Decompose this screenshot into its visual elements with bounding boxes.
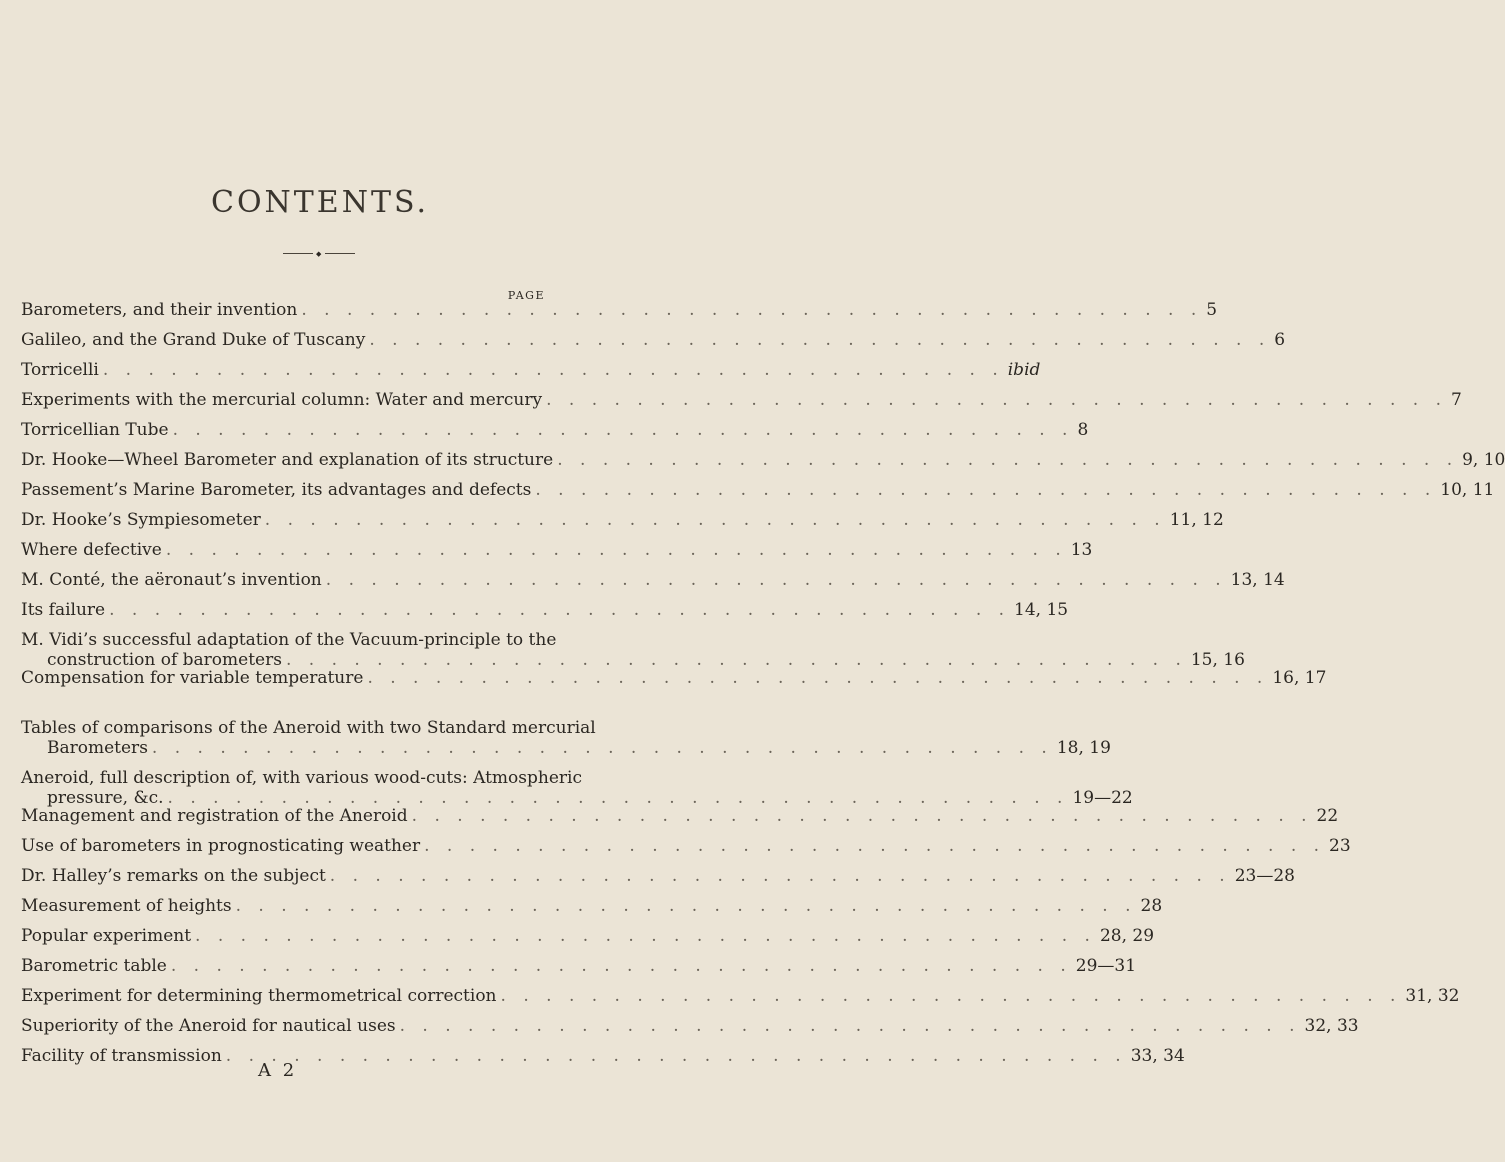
entry-page-number: ibid	[1007, 360, 1041, 380]
contents-entry	[21, 360, 1041, 380]
entry-title: Measurement of heights	[21, 896, 232, 916]
entry-page-number: 15, 16	[1190, 650, 1245, 670]
entry-page-number: 9, 10	[1462, 450, 1505, 470]
entry-title: Torricellian Tube	[21, 420, 169, 440]
diamond-icon: ◆	[316, 250, 322, 258]
entry-title: Compensation for variable temperature	[21, 668, 364, 688]
entry-page-number: 8	[1077, 420, 1089, 440]
contents-entry	[21, 768, 1133, 808]
dot-leader: . . . . . . . . . . . . . . . . . . . . . . . . . . . . . . . . . . . . . . . .	[167, 788, 1069, 808]
entry-page-number: 11, 12	[1169, 510, 1224, 530]
dot-leader: . . . . . . . . . . . . . . . . . . . . . . . . . . . . . . . . . . . . . . . .	[546, 390, 1448, 410]
entry-title-line-2: pressure, &c.	[47, 788, 164, 808]
contents-entry	[21, 836, 1351, 856]
contents-entry	[21, 956, 1137, 976]
entry-page-number: 29—31	[1075, 956, 1137, 976]
entry-page-number: 13, 14	[1230, 570, 1285, 590]
dot-leader: . . . . . . . . . . . . . . . . . . . . . . . . . . . . . . . . . . . . . . . .	[301, 300, 1203, 320]
contents-entry	[21, 718, 1111, 758]
entry-title: Dr. Hooke—Wheel Barometer and explanation of its structure	[21, 450, 554, 470]
entry-page-number: 31, 32	[1405, 986, 1460, 1006]
dot-leader: . . . . . . . . . . . . . . . . . . . . . . . . . . . . . . . . . . . . . . . .	[500, 986, 1402, 1006]
contents-entry	[21, 480, 1495, 500]
dot-leader: . . . . . . . . . . . . . . . . . . . . . . . . . . . . . . . . . . . . . . . .	[195, 926, 1096, 946]
dot-leader: . . . . . . . . . . . . . . . . . . . . . . . . . . . . . . . . . . . . . . . .	[424, 836, 1326, 856]
page-column-heading: PAGE	[507, 289, 545, 302]
entry-title-line-1: M. Vidi’s successful adaptation of the Vacuum-principle to the	[21, 630, 557, 650]
entry-page-number: 19—22	[1072, 788, 1133, 808]
dot-leader: . . . . . . . . . . . . . . . . . . . . . . . . . . . . . . . . . . . . . . . .	[411, 806, 1313, 826]
dot-leader: . . . . . . . . . . . . . . . . . . . . . . . . . . . . . . . . . . . . . . . .	[329, 866, 1231, 886]
signature-mark: A 2	[258, 1060, 298, 1081]
entry-title: Popular experiment	[21, 926, 192, 946]
entry-page-number: 23	[1329, 836, 1351, 856]
entry-title-line-1: Tables of comparisons of the Aneroid with two Standard mercurial	[21, 718, 596, 738]
contents-entry	[21, 300, 1218, 320]
rule-line-right	[325, 253, 355, 254]
contents-entry	[21, 540, 1093, 560]
contents-entry	[21, 668, 1327, 688]
dot-leader: . . . . . . . . . . . . . . . . . . . . . . . . . . . . . . . . . . . . . . . .	[172, 420, 1074, 440]
dot-leader: . . . . . . . . . . . . . . . . . . . . . . . . . . . . . . . . . . . . . . . .	[151, 738, 1053, 758]
dot-leader: . . . . . . . . . . . . . . . . . . . . . . . . . . . . . . . . . . . . . . . .	[170, 956, 1072, 976]
contents-entry	[21, 510, 1224, 530]
entry-title: Experiment for determining thermometrical correction	[21, 986, 497, 1006]
dot-leader: . . . . . . . . . . . . . . . . . . . . . . . . . . . . . . . . . . . . . . . .	[557, 450, 1459, 470]
contents-entry	[21, 600, 1069, 620]
entry-page-number: 18, 19	[1056, 738, 1111, 758]
page-title: CONTENTS.	[211, 185, 429, 220]
dot-leader: . . . . . . . . . . . . . . . . . . . . . . . . . . . . . . . . . . . . . . . .	[264, 510, 1166, 530]
dot-leader: . . . . . . . . . . . . . . . . . . . . . . . . . . . . . . . . . . . . . . . .	[535, 480, 1437, 500]
entry-title: Facility of transmission	[21, 1046, 222, 1066]
entry-page-number: 32, 33	[1304, 1016, 1359, 1036]
dot-leader: . . . . . . . . . . . . . . . . . . . . . . . . . . . . . . . . . . . . . . . .	[102, 360, 1004, 380]
dot-leader: . . . . . . . . . . . . . . . . . . . . . . . . . . . . . . . . . . . . . . . .	[285, 650, 1187, 670]
entry-title: Use of barometers in prognosticating weather	[21, 836, 421, 856]
contents-entry	[21, 896, 1163, 916]
entry-page-number: 16, 17	[1272, 668, 1327, 688]
dot-leader: . . . . . . . . . . . . . . . . . . . . . . . . . . . . . . . . . . . . . . . .	[325, 570, 1227, 590]
dot-leader: . . . . . . . . . . . . . . . . . . . . . . . . . . . . . . . . . . . . . . . .	[367, 668, 1269, 688]
entry-page-number: 33, 34	[1130, 1046, 1185, 1066]
contents-entry	[21, 926, 1155, 946]
entry-title: Dr. Hooke’s Sympiesometer	[21, 510, 261, 530]
dot-leader: . . . . . . . . . . . . . . . . . . . . . . . . . . . . . . . . . . . . . . . .	[109, 600, 1011, 620]
contents-entry	[21, 1016, 1359, 1036]
entry-page-number: 22	[1316, 806, 1339, 826]
ornamental-rule	[283, 250, 355, 258]
contents-entry	[21, 806, 1339, 826]
contents-entry	[21, 866, 1295, 886]
entry-page-number: 13	[1070, 540, 1093, 560]
dot-leader: . . . . . . . . . . . . . . . . . . . . . . . . . . . . . . . . . . . . . . . .	[235, 896, 1137, 916]
entry-page-number: 7	[1451, 390, 1462, 410]
entry-title: Passement’s Marine Barometer, its advantages and defects	[21, 480, 532, 500]
entry-page-number: 14, 15	[1014, 600, 1069, 620]
dot-leader: . . . . . . . . . . . . . . . . . . . . . . . . . . . . . . . . . . . . . . . .	[165, 540, 1067, 560]
entry-title: Barometers, and their invention	[21, 300, 298, 320]
dot-leader: . . . . . . . . . . . . . . . . . . . . . . . . . . . . . . . . . . . . . . . .	[399, 1016, 1301, 1036]
entry-page-number: 28, 29	[1099, 926, 1155, 946]
contents-entry	[21, 330, 1286, 350]
entry-title: Galileo, and the Grand Duke of Tuscany	[21, 330, 366, 350]
entry-title: Dr. Halley’s remarks on the subject	[21, 866, 326, 886]
entry-title: Management and registration of the Aneroid	[21, 806, 408, 826]
entry-page-number: 5	[1206, 300, 1218, 320]
dot-leader: . . . . . . . . . . . . . . . . . . . . . . . . . . . . . . . . . . . . . . . .	[225, 1046, 1127, 1066]
entry-title: Where defective	[21, 540, 162, 560]
contents-entry	[21, 986, 1460, 1006]
entry-page-number: 28	[1140, 896, 1163, 916]
contents-entry	[21, 420, 1089, 440]
entry-title-line-1: Aneroid, full description of, with various wood-cuts: Atmospheric	[21, 768, 582, 788]
entry-title: Experiments with the mercurial column: Water and mercury	[21, 390, 543, 410]
entry-title: Its failure	[21, 600, 106, 620]
entry-title: Superiority of the Aneroid for nautical uses	[21, 1016, 396, 1036]
contents-entry	[21, 570, 1285, 590]
dot-leader: . . . . . . . . . . . . . . . . . . . . . . . . . . . . . . . . . . . . . . . .	[369, 330, 1271, 350]
entry-page-number: 23—28	[1234, 866, 1295, 886]
contents-entry	[21, 630, 1245, 670]
entry-page-number: 10, 11	[1440, 480, 1495, 500]
contents-entry	[21, 450, 1505, 470]
entry-title-line-2: Barometers	[47, 738, 148, 758]
entry-title-line-2: construction of barometers	[47, 650, 282, 670]
contents-entry	[21, 390, 1462, 410]
entry-title: Barometric table	[21, 956, 167, 976]
entry-page-number: 6	[1274, 330, 1286, 350]
rule-line-left	[283, 253, 313, 254]
entry-title: Torricelli	[21, 360, 99, 380]
entry-title: M. Conté, the aëronaut’s invention	[21, 570, 322, 590]
